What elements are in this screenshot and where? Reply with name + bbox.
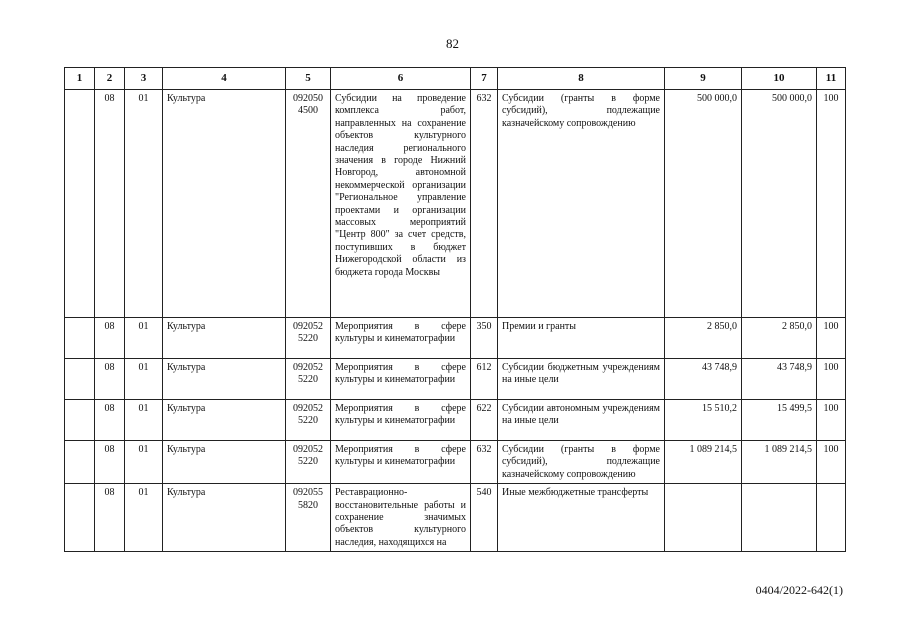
row-index-cell [65, 400, 95, 441]
col-header-4: 4 [163, 68, 286, 90]
table-row [65, 441, 846, 484]
percent-cell [817, 484, 846, 552]
target-code-cell: 092055 5820 [286, 484, 331, 552]
expense-type-cell: 612 [471, 359, 498, 400]
col-header-9: 9 [665, 68, 742, 90]
expense-name-cell: Субсидии бюджетным учреждениям на иные цели [498, 359, 665, 400]
section-cell: 08 [95, 318, 125, 359]
expense-type-cell: 540 [471, 484, 498, 552]
percent-cell: 100 [817, 90, 846, 318]
subsection-cell: 01 [125, 484, 163, 552]
expense-name-cell: Премии и гранты [498, 318, 665, 359]
amount-fact-cell [742, 484, 817, 552]
expense-name-cell: Субсидии (гранты в форме субсидий), подлежащие казначейскому сопровождению [498, 90, 665, 318]
percent-cell: 100 [817, 441, 846, 484]
expense-type-cell: 632 [471, 441, 498, 484]
subsection-cell: 01 [125, 400, 163, 441]
table-row [65, 484, 846, 552]
expense-name-cell: Субсидии автономным учреждениям на иные цели [498, 400, 665, 441]
document-code: 0404/2022-642(1) [755, 583, 843, 597]
amount-plan-cell: 43 748,9 [665, 359, 742, 400]
row-index-cell [65, 441, 95, 484]
subsection-cell: 01 [125, 318, 163, 359]
name-cell: Культура [163, 318, 286, 359]
name-cell: Культура [163, 90, 286, 318]
name-cell: Культура [163, 441, 286, 484]
description-cell: Мероприятия в сфере культуры и кинематографии [331, 400, 471, 441]
table-row [65, 400, 846, 441]
row-index-cell [65, 318, 95, 359]
target-code-cell: 092052 5220 [286, 359, 331, 400]
col-header-5: 5 [286, 68, 331, 90]
expense-type-cell: 350 [471, 318, 498, 359]
col-header-1: 1 [65, 68, 95, 90]
section-cell: 08 [95, 441, 125, 484]
percent-cell: 100 [817, 400, 846, 441]
table-row [65, 318, 846, 359]
amount-fact-cell: 1 089 214,5 [742, 441, 817, 484]
col-header-6: 6 [331, 68, 471, 90]
amount-fact-cell: 2 850,0 [742, 318, 817, 359]
description-cell: Мероприятия в сфере культуры и кинематографии [331, 318, 471, 359]
name-cell: Культура [163, 484, 286, 552]
amount-fact-cell: 15 499,5 [742, 400, 817, 441]
amount-fact-cell: 43 748,9 [742, 359, 817, 400]
subsection-cell: 01 [125, 359, 163, 400]
name-cell: Культура [163, 359, 286, 400]
col-header-8: 8 [498, 68, 665, 90]
col-header-10: 10 [742, 68, 817, 90]
percent-cell: 100 [817, 318, 846, 359]
row-index-cell [65, 90, 95, 318]
description-cell: Мероприятия в сфере культуры и кинематографии [331, 441, 471, 484]
expense-name-cell: Иные межбюджетные трансферты [498, 484, 665, 552]
description-cell: Мероприятия в сфере культуры и кинематографии [331, 359, 471, 400]
description-cell: Реставрационно-восстановительные работы и сохранение значимых объектов культурного наследия, находящихся на [331, 484, 471, 552]
table-row [65, 359, 846, 400]
col-header-3: 3 [125, 68, 163, 90]
amount-plan-cell [665, 484, 742, 552]
target-code-cell: 092052 5220 [286, 400, 331, 441]
section-cell: 08 [95, 400, 125, 441]
section-cell: 08 [95, 484, 125, 552]
expense-type-cell: 632 [471, 90, 498, 318]
section-cell: 08 [95, 90, 125, 318]
amount-plan-cell: 500 000,0 [665, 90, 742, 318]
description-cell: Субсидии на проведение комплекса работ, направленных на сохранение объектов культурного наследия регионального значения в городе Нижний Новгород, автономной некоммерческой организации "Региональное управление проектами и организации массовых мероприятий "Центр 800" за счет средств, поступивших в бюджет Нижегородской области из бюджета города Москвы [331, 90, 471, 318]
target-code-cell: 092052 5220 [286, 318, 331, 359]
amount-plan-cell: 15 510,2 [665, 400, 742, 441]
page-number: 82 [446, 36, 459, 51]
expense-type-cell: 622 [471, 400, 498, 441]
col-header-7: 7 [471, 68, 498, 90]
amount-plan-cell: 1 089 214,5 [665, 441, 742, 484]
col-header-11: 11 [817, 68, 846, 90]
table-row [65, 90, 846, 318]
expense-name-cell: Субсидии (гранты в форме субсидий), подлежащие казначейскому сопровождению [498, 441, 665, 484]
row-index-cell [65, 359, 95, 400]
name-cell: Культура [163, 400, 286, 441]
subsection-cell: 01 [125, 90, 163, 318]
header-row [65, 68, 846, 90]
row-index-cell [65, 484, 95, 552]
amount-fact-cell: 500 000,0 [742, 90, 817, 318]
percent-cell: 100 [817, 359, 846, 400]
subsection-cell: 01 [125, 441, 163, 484]
section-cell: 08 [95, 359, 125, 400]
target-code-cell: 092052 5220 [286, 441, 331, 484]
budget-table [64, 67, 846, 552]
amount-plan-cell: 2 850,0 [665, 318, 742, 359]
target-code-cell: 092050 4500 [286, 90, 331, 318]
col-header-2: 2 [95, 68, 125, 90]
